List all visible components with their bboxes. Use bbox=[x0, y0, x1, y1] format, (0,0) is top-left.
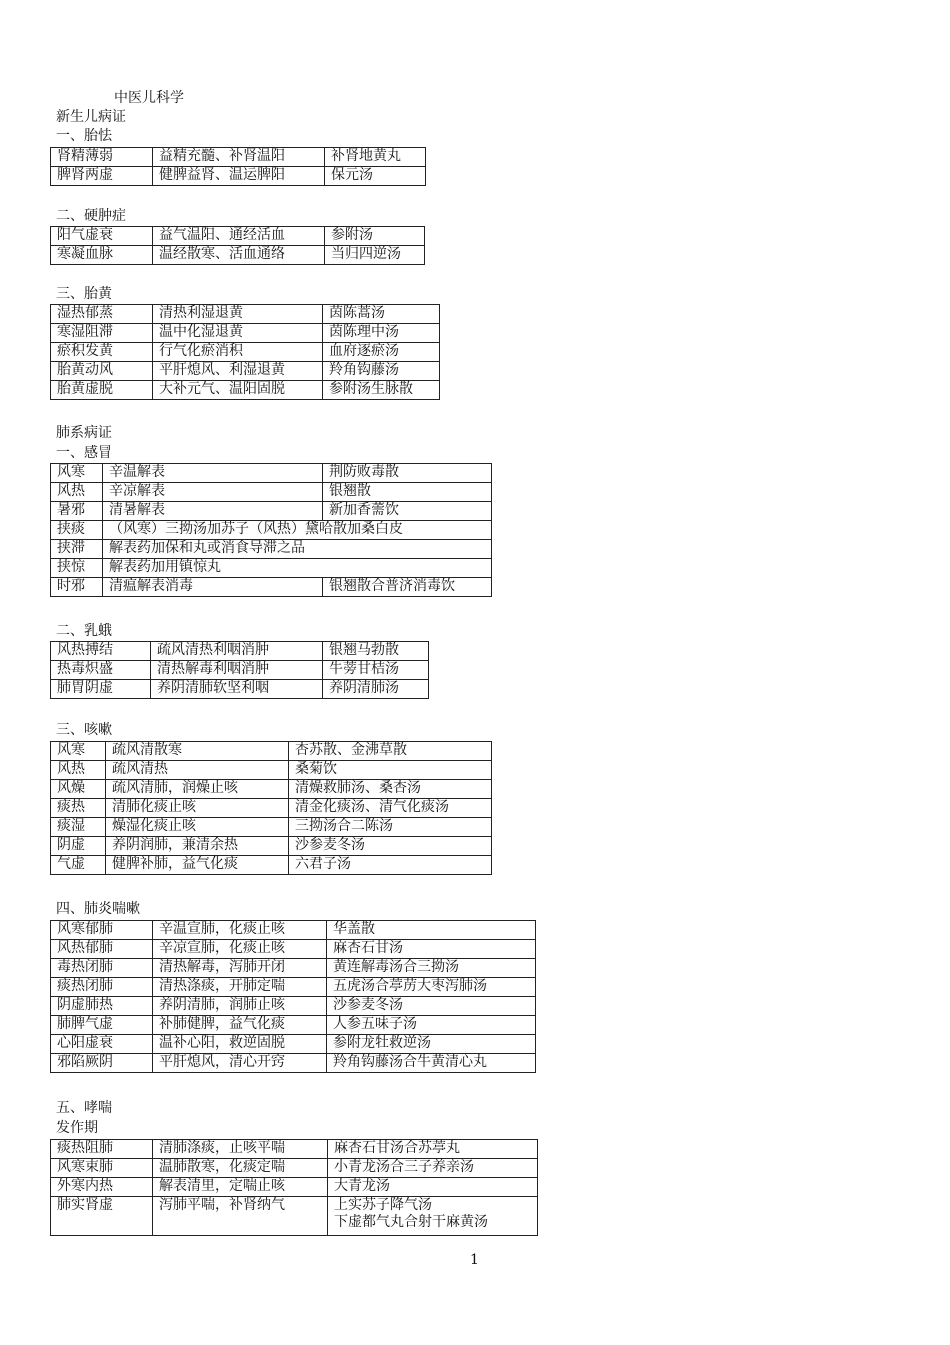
table-row bbox=[51, 818, 492, 837]
cell-formula: 杏苏散、金沸草散 bbox=[289, 742, 492, 761]
cell-syndrome: 痰热阻肺 bbox=[51, 1140, 153, 1159]
cell-syndrome: 胎黄动风 bbox=[51, 362, 153, 381]
cell-syndrome: 风寒郁肺 bbox=[51, 921, 153, 940]
cell-syndrome: 阴虚 bbox=[51, 837, 106, 856]
cell-formula: 当归四逆汤 bbox=[325, 246, 425, 265]
table-row bbox=[51, 246, 425, 265]
table-row bbox=[51, 780, 492, 799]
cell-treatment: 益气温阳、通经活血 bbox=[153, 227, 325, 246]
cell-treatment: 疏风清散寒 bbox=[106, 742, 289, 761]
cell-syndrome: 痰热闭肺 bbox=[51, 978, 153, 997]
cell-formula: 麻杏石甘汤合苏葶丸 bbox=[328, 1140, 538, 1159]
cell-formula: 沙参麦冬汤 bbox=[289, 837, 492, 856]
cell-treatment: 平肝熄风、利湿退黄 bbox=[153, 362, 323, 381]
cell-formula: 参附汤生脉散 bbox=[323, 381, 440, 400]
table-taiqie bbox=[50, 147, 426, 186]
table-row bbox=[51, 1140, 538, 1159]
cell-treatment: 养阴清肺，润肺止咳 bbox=[153, 997, 327, 1016]
cell-treatment: 清热涤痰，开肺定喘 bbox=[153, 978, 327, 997]
cell-treatment-merged: 解表药加保和丸或消食导滞之品 bbox=[103, 540, 492, 559]
cell-syndrome: 风热 bbox=[51, 761, 106, 780]
table-row bbox=[51, 1197, 538, 1236]
heading-fazuo: 发作期 bbox=[56, 1120, 98, 1136]
cell-formula: 新加香薷饮 bbox=[323, 502, 492, 521]
cell-syndrome: 挟痰 bbox=[51, 521, 103, 540]
table-row bbox=[51, 1016, 536, 1035]
cell-formula: 血府逐瘀汤 bbox=[323, 343, 440, 362]
cell-treatment: 平肝熄风，清心开窍 bbox=[153, 1054, 327, 1073]
cell-treatment: 辛凉解表 bbox=[103, 483, 323, 502]
table-row bbox=[51, 521, 492, 540]
heading-taiqie: 一、胎怯 bbox=[56, 128, 112, 144]
cell-treatment: 温补心阳，救逆固脱 bbox=[153, 1035, 327, 1054]
cell-treatment: 疏风清热利咽消肿 bbox=[151, 642, 323, 661]
cell-treatment: 清热利湿退黄 bbox=[153, 305, 323, 324]
table-row bbox=[51, 464, 492, 483]
table-row bbox=[51, 305, 440, 324]
cell-syndrome: 挟惊 bbox=[51, 559, 103, 578]
cell-syndrome: 风寒束肺 bbox=[51, 1159, 153, 1178]
table-row bbox=[51, 559, 492, 578]
table-row bbox=[51, 362, 440, 381]
heading-ganmao: 一、感冒 bbox=[56, 445, 112, 461]
table-ganmao bbox=[50, 463, 492, 597]
cell-treatment: 养阴清肺软坚利咽 bbox=[151, 680, 323, 699]
cell-formula: 小青龙汤合三子养亲汤 bbox=[328, 1159, 538, 1178]
cell-treatment: 大补元气、温阳固脱 bbox=[153, 381, 323, 400]
cell-syndrome: 风热搏结 bbox=[51, 642, 151, 661]
cell-treatment: 益精充髓、补肾温阳 bbox=[153, 148, 325, 167]
cell-syndrome: 湿热郁蒸 bbox=[51, 305, 153, 324]
table-row bbox=[51, 661, 429, 680]
cell-syndrome: 痰热 bbox=[51, 799, 106, 818]
table-row bbox=[51, 742, 492, 761]
cell-treatment: 燥湿化痰止咳 bbox=[106, 818, 289, 837]
cell-treatment: 健脾益肾、温运脾阳 bbox=[153, 167, 325, 186]
table-row bbox=[51, 978, 536, 997]
table-row bbox=[51, 959, 536, 978]
cell-formula: 羚角钩藤汤合牛黄清心丸 bbox=[327, 1054, 536, 1073]
table-row bbox=[51, 1178, 538, 1197]
cell-treatment: 疏风清肺，润燥止咳 bbox=[106, 780, 289, 799]
formula-line: 下虚都气丸合射干麻黄汤 bbox=[334, 1214, 488, 1230]
cell-treatment: 清瘟解表消毒 bbox=[103, 578, 323, 597]
cell-syndrome: 痰湿 bbox=[51, 818, 106, 837]
heading-feiyan: 四、肺炎喘嗽 bbox=[56, 901, 140, 917]
cell-syndrome: 邪陷厥阴 bbox=[51, 1054, 153, 1073]
cell-syndrome: 寒湿阻滞 bbox=[51, 324, 153, 343]
table-row bbox=[51, 837, 492, 856]
table-yingzhong bbox=[50, 226, 425, 265]
cell-syndrome: 风燥 bbox=[51, 780, 106, 799]
cell-treatment-merged: （风寒）三拗汤加苏子（风热）黛哈散加桑白皮 bbox=[103, 521, 492, 540]
cell-treatment: 清热解毒利咽消肿 bbox=[151, 661, 323, 680]
cell-formula: 黄连解毒汤合三拗汤 bbox=[327, 959, 536, 978]
heading-taihuang: 三、胎黄 bbox=[56, 286, 112, 302]
formula-line: 上实苏子降气汤 bbox=[334, 1197, 432, 1213]
heading-yingzhong: 二、硬肿症 bbox=[56, 208, 126, 224]
cell-treatment: 辛凉宣肺，化痰止咳 bbox=[153, 940, 327, 959]
cell-syndrome: 暑邪 bbox=[51, 502, 103, 521]
table-row bbox=[51, 1159, 538, 1178]
section-heading-newborn: 新生儿病证 bbox=[56, 109, 126, 125]
heading-xiaochuan: 五、哮喘 bbox=[56, 1100, 112, 1116]
cell-syndrome: 心阳虚衰 bbox=[51, 1035, 153, 1054]
cell-syndrome: 肺胃阴虚 bbox=[51, 680, 151, 699]
table-row bbox=[51, 483, 492, 502]
table-taihuang bbox=[50, 304, 440, 400]
cell-treatment: 泻肺平喘，补肾纳气 bbox=[153, 1197, 328, 1236]
cell-syndrome: 风寒 bbox=[51, 464, 103, 483]
cell-syndrome: 毒热闭肺 bbox=[51, 959, 153, 978]
heading-rue: 二、乳蛾 bbox=[56, 623, 112, 639]
table-feiyan bbox=[50, 920, 536, 1073]
cell-treatment: 清肺涤痰，止咳平喘 bbox=[153, 1140, 328, 1159]
cell-syndrome: 风热 bbox=[51, 483, 103, 502]
cell-syndrome: 寒凝血脉 bbox=[51, 246, 153, 265]
cell-formula: 华盖散 bbox=[327, 921, 536, 940]
cell-treatment: 补肺健脾，益气化痰 bbox=[153, 1016, 327, 1035]
cell-formula: 补肾地黄丸 bbox=[325, 148, 426, 167]
table-row bbox=[51, 502, 492, 521]
table-row bbox=[51, 680, 429, 699]
cell-treatment: 辛温宣肺，化痰止咳 bbox=[153, 921, 327, 940]
cell-formula: 沙参麦冬汤 bbox=[327, 997, 536, 1016]
table-kesou bbox=[50, 741, 492, 875]
cell-syndrome: 肺脾气虚 bbox=[51, 1016, 153, 1035]
table-row bbox=[51, 324, 440, 343]
cell-syndrome: 瘀积发黄 bbox=[51, 343, 153, 362]
page-number: 1 bbox=[470, 1252, 479, 1268]
table-row bbox=[51, 1035, 536, 1054]
table-rue bbox=[50, 641, 429, 699]
cell-syndrome: 风热郁肺 bbox=[51, 940, 153, 959]
cell-formula: 荆防败毒散 bbox=[323, 464, 492, 483]
cell-syndrome: 胎黄虚脱 bbox=[51, 381, 153, 400]
cell-syndrome: 肾精薄弱 bbox=[51, 148, 153, 167]
cell-syndrome: 肺实肾虚 bbox=[51, 1197, 153, 1236]
table-row bbox=[51, 1054, 536, 1073]
cell-treatment: 疏风清热 bbox=[106, 761, 289, 780]
cell-treatment-merged: 解表药加用镇惊丸 bbox=[103, 559, 492, 578]
cell-formula: 桑菊饮 bbox=[289, 761, 492, 780]
table-row bbox=[51, 167, 426, 186]
cell-formula: 人参五味子汤 bbox=[327, 1016, 536, 1035]
table-row bbox=[51, 940, 536, 959]
cell-formula: 三拗汤合二陈汤 bbox=[289, 818, 492, 837]
table-row bbox=[51, 540, 492, 559]
table-row bbox=[51, 799, 492, 818]
cell-formula: 六君子汤 bbox=[289, 856, 492, 875]
cell-syndrome: 热毒炽盛 bbox=[51, 661, 151, 680]
table-row bbox=[51, 227, 425, 246]
cell-treatment: 温肺散寒，化痰定喘 bbox=[153, 1159, 328, 1178]
cell-formula: 银翘散合普济消毒饮 bbox=[323, 578, 492, 597]
table-row bbox=[51, 856, 492, 875]
cell-formula: 银翘散 bbox=[323, 483, 492, 502]
cell-treatment: 养阴润肺，兼清余热 bbox=[106, 837, 289, 856]
cell-treatment: 温中化湿退黄 bbox=[153, 324, 323, 343]
cell-treatment: 清暑解表 bbox=[103, 502, 323, 521]
heading-kesou: 三、咳嗽 bbox=[56, 722, 112, 738]
cell-syndrome: 时邪 bbox=[51, 578, 103, 597]
cell-treatment: 辛温解表 bbox=[103, 464, 323, 483]
cell-formula: 保元汤 bbox=[325, 167, 426, 186]
cell-formula: 清燥救肺汤、桑杏汤 bbox=[289, 780, 492, 799]
table-row bbox=[51, 578, 492, 597]
document-title: 中医儿科学 bbox=[114, 90, 184, 106]
cell-formula: 五虎汤合葶苈大枣泻肺汤 bbox=[327, 978, 536, 997]
cell-formula: 银翘马勃散 bbox=[323, 642, 429, 661]
cell-formula: 参附龙牡救逆汤 bbox=[327, 1035, 536, 1054]
cell-treatment: 清热解毒，泻肺开闭 bbox=[153, 959, 327, 978]
cell-formula: 大青龙汤 bbox=[328, 1178, 538, 1197]
cell-formula: 牛蒡甘桔汤 bbox=[323, 661, 429, 680]
cell-treatment: 解表清里，定喘止咳 bbox=[153, 1178, 328, 1197]
cell-formula: 养阴清肺汤 bbox=[323, 680, 429, 699]
cell-formula: 参附汤 bbox=[325, 227, 425, 246]
cell-syndrome: 挟滞 bbox=[51, 540, 103, 559]
cell-syndrome: 气虚 bbox=[51, 856, 106, 875]
table-row bbox=[51, 148, 426, 167]
table-row bbox=[51, 381, 440, 400]
cell-treatment: 温经散寒、活血通络 bbox=[153, 246, 325, 265]
cell-treatment: 行气化瘀消积 bbox=[153, 343, 323, 362]
table-row bbox=[51, 642, 429, 661]
table-xiaochuan bbox=[50, 1139, 538, 1236]
cell-formula: 清金化痰汤、清气化痰汤 bbox=[289, 799, 492, 818]
table-row bbox=[51, 921, 536, 940]
cell-syndrome: 脾肾两虚 bbox=[51, 167, 153, 186]
table-row bbox=[51, 997, 536, 1016]
cell-formula: 羚角钩藤汤 bbox=[323, 362, 440, 381]
cell-treatment: 清肺化痰止咳 bbox=[106, 799, 289, 818]
cell-formula: 麻杏石甘汤 bbox=[327, 940, 536, 959]
cell-formula bbox=[328, 1197, 538, 1236]
cell-syndrome: 阳气虚衰 bbox=[51, 227, 153, 246]
cell-syndrome: 风寒 bbox=[51, 742, 106, 761]
cell-formula: 茵陈理中汤 bbox=[323, 324, 440, 343]
table-row bbox=[51, 761, 492, 780]
cell-treatment: 健脾补肺，益气化痰 bbox=[106, 856, 289, 875]
table-row bbox=[51, 343, 440, 362]
section-heading-lung: 肺系病证 bbox=[56, 425, 112, 441]
cell-formula: 茵陈蒿汤 bbox=[323, 305, 440, 324]
cell-syndrome: 阴虚肺热 bbox=[51, 997, 153, 1016]
cell-syndrome: 外寒内热 bbox=[51, 1178, 153, 1197]
